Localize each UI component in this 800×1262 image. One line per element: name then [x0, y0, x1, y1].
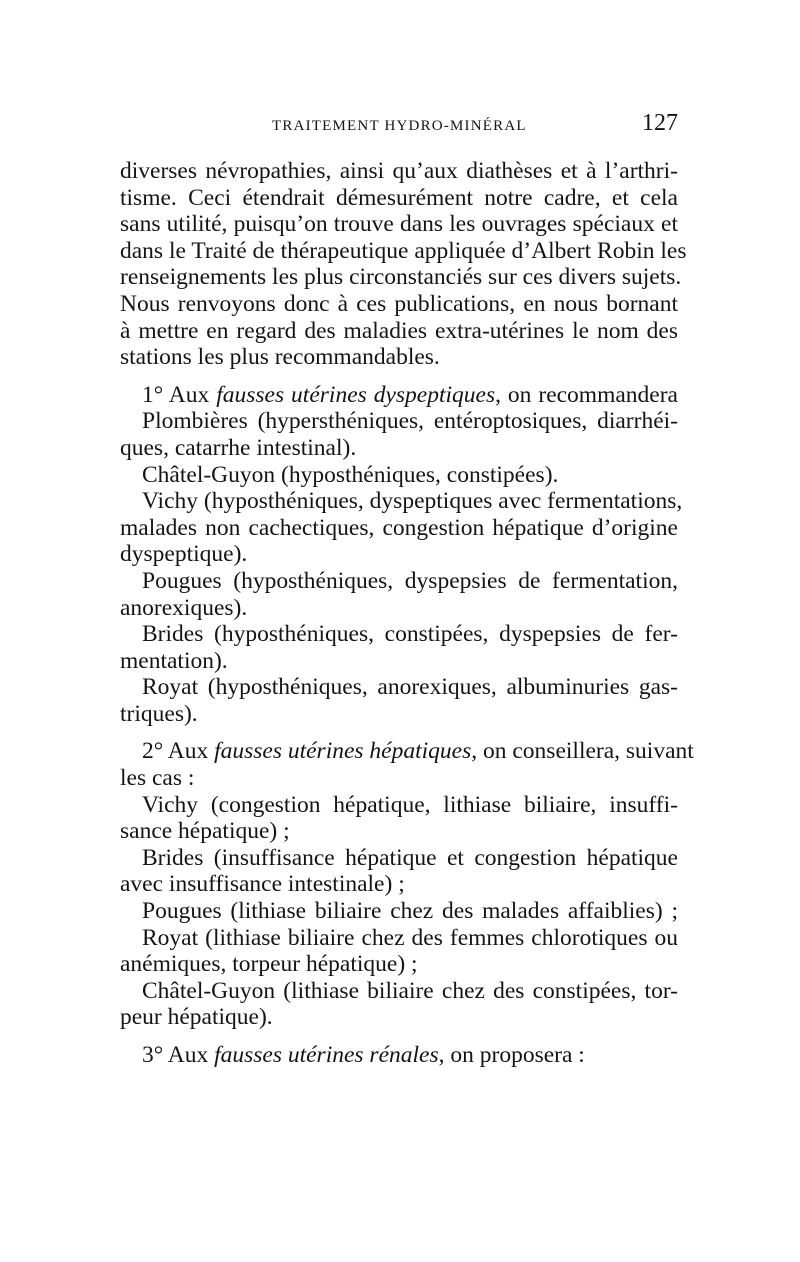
section-renales: [120, 1042, 678, 1069]
text-line: Brides (hyposthéniques, constipées, dyspepsies de fer-: [142, 621, 678, 648]
page-number: 127: [642, 110, 678, 136]
text-line: Plombières (hypersthéniques, entéroptosiques, diarrhéi-: [142, 408, 678, 435]
text-line: sans utilité, puisqu’on trouve dans les ouvrages spéciaux et: [120, 211, 678, 238]
text-line: Pougues (lithiase biliaire chez des malades affaiblies) ;: [142, 898, 678, 925]
text-line: les cas :: [120, 765, 195, 792]
section-heading-line: [120, 738, 694, 765]
text-line: diverses névropathies, ainsi qu’aux diathèses et à l’arthri-: [120, 158, 678, 184]
section-number: 1° Aux: [142, 381, 217, 408]
text-line: Châtel-Guyon (hyposthéniques, constipées).: [142, 461, 559, 488]
section-dyspeptiques: [120, 381, 683, 728]
section-title: fausses utérines rénales: [214, 1042, 439, 1068]
text-line: tisme. Ceci étendrait démesurément notre cadre, et cela: [120, 184, 678, 211]
text-line: Châtel-Guyon (lithiase biliaire chez des constipées, tor-: [142, 977, 678, 1004]
section-hepatiques: [120, 738, 694, 1031]
text-line: mentation).: [120, 647, 228, 674]
text-line: avec insuffisance intestinale) ;: [120, 871, 405, 898]
section-heading-line: [120, 382, 678, 409]
text-line: Vichy (congestion hépatique, lithiase biliaire, insuffi-: [142, 791, 678, 818]
page-header: [120, 110, 678, 144]
running-head: TRAITEMENT HYDRO-MINÉRAL: [272, 118, 527, 134]
text-line: Nous renvoyons donc à ces publications, en nous bornant: [120, 290, 678, 317]
section-title: fausses utérines hépatiques: [214, 738, 472, 765]
text-line: dans le Traité de thérapeutique appliquée d’Albert Robin les: [120, 237, 687, 264]
text-line: Royat (hyposthéniques, anorexiques, albuminuries gas-: [142, 674, 678, 701]
text-line: anorexiques).: [120, 594, 248, 621]
book-page: [120, 110, 694, 1069]
text-line: Brides (insuffisance hépatique et congestion hépatique: [142, 844, 678, 871]
section-heading-rest: , on proposera :: [438, 1042, 585, 1068]
section-title: fausses utérines dyspeptiques: [216, 381, 496, 408]
text-line: dyspeptique).: [120, 541, 248, 568]
text-line: anémiques, torpeur hépatique) ;: [120, 951, 418, 978]
text-line: malades non cachectiques, congestion hépatique d’origine: [120, 514, 678, 541]
text-line: sance hépatique) ;: [120, 818, 290, 845]
text-line: stations les plus recommandables.: [120, 344, 440, 371]
section-heading-rest: , on recommandera: [495, 381, 678, 408]
text-line: Vichy (hyposthéniques, dyspeptiques avec fermentations,: [142, 488, 683, 515]
text-line: Royat (lithiase biliaire chez des femmes chlorotiques ou: [142, 924, 678, 951]
text-line: à mettre en regard des maladies extra-utérines le nom des: [120, 317, 678, 344]
section-number: 3° Aux: [142, 1042, 215, 1068]
text-line: Pougues (hyposthéniques, dyspepsies de fermentation,: [142, 567, 678, 594]
text-line: peur hépatique).: [120, 1004, 273, 1031]
section-number: 2° Aux: [142, 738, 215, 765]
paragraph-intro: [120, 158, 687, 371]
section-heading-line: [120, 1042, 678, 1069]
text-line: renseignements les plus circonstanciés sur ces divers sujets.: [120, 264, 682, 291]
section-heading-rest: , on conseillera, suivant: [471, 738, 694, 765]
text-line: ques, catarrhe intestinal).: [120, 434, 357, 461]
text-line: triques).: [120, 700, 198, 727]
